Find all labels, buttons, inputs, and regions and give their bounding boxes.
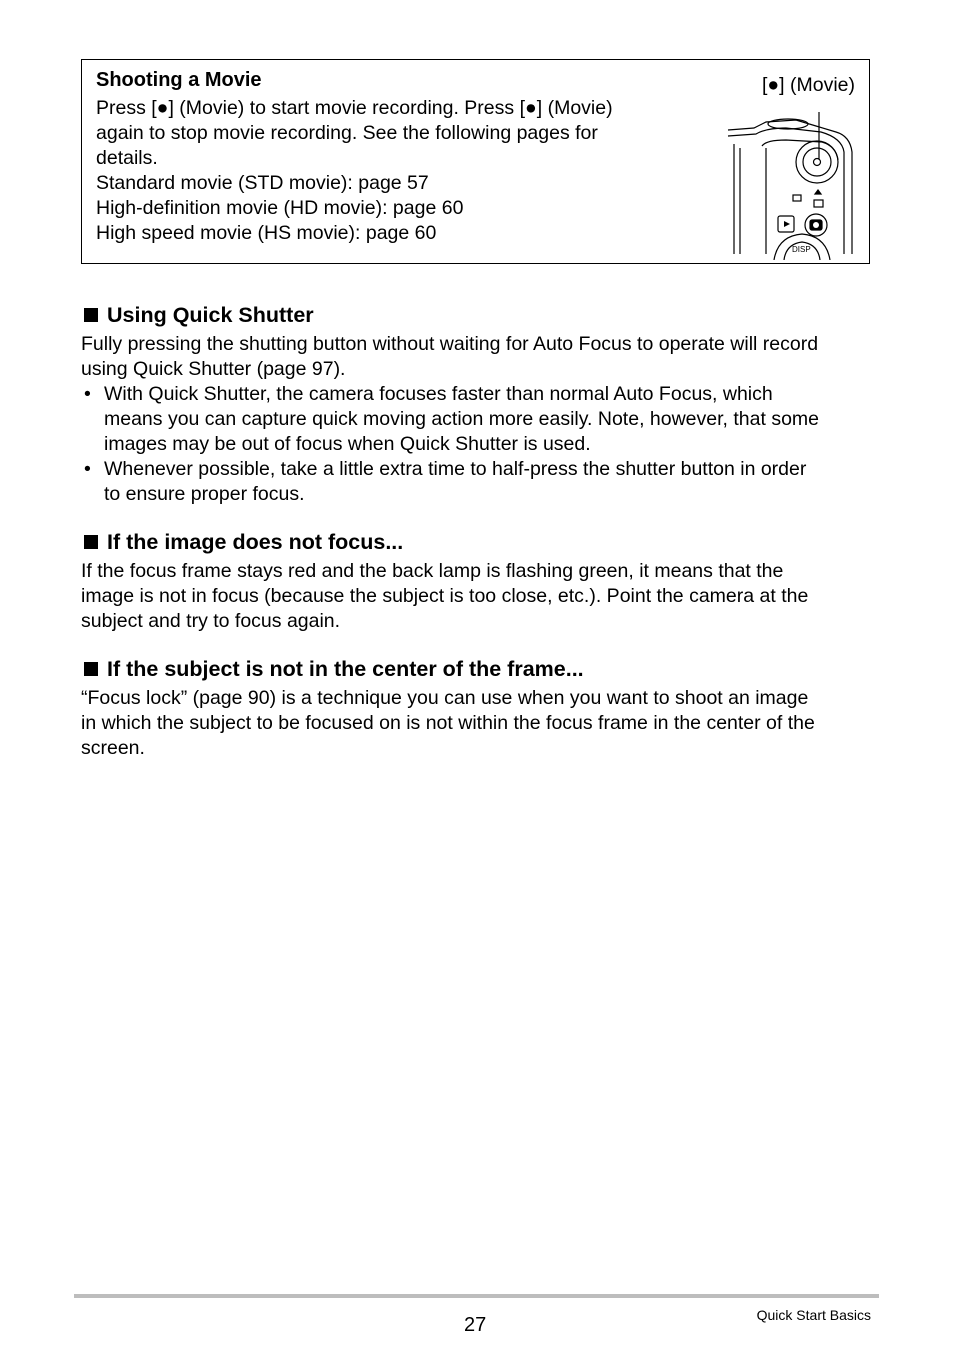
section-heading <box>81 656 871 682</box>
section-image-not-focus <box>81 529 871 634</box>
note-line: again to stop movie recording. See the following pages for <box>96 122 598 144</box>
footer-divider <box>74 1294 879 1298</box>
bullet-line: means you can capture quick moving action more easily. Note, however, that some <box>104 408 819 430</box>
body-line: Fully pressing the shutting button without waiting for Auto Focus to operate will record <box>81 333 819 355</box>
bullet-marker: • <box>84 383 91 405</box>
body-line: subject and try to focus again. <box>81 610 341 632</box>
note-title: Shooting a Movie <box>96 69 262 91</box>
section-quick-shutter <box>81 302 871 507</box>
note-line: Press [●] (Movie) to start movie recording. Press [●] (Movie) <box>96 97 613 119</box>
note-line: High speed movie (HS movie): page 60 <box>96 222 437 244</box>
note-line: details. <box>96 147 158 169</box>
page-number: 27 <box>464 1314 487 1336</box>
square-bullet-icon <box>84 535 98 549</box>
camera-illustration <box>726 112 854 260</box>
section-subject-not-center <box>81 656 871 761</box>
bullet-line: With Quick Shutter, the camera focuses faster than normal Auto Focus, which <box>104 383 773 405</box>
heading-text: If the image does not focus... <box>107 530 404 554</box>
heading-text: If the subject is not in the center of the frame... <box>107 657 584 681</box>
bullet-line: to ensure proper focus. <box>104 483 305 505</box>
heading-text: Using Quick Shutter <box>107 303 314 327</box>
square-bullet-icon <box>84 662 98 676</box>
movie-button-label: [●] (Movie) <box>761 74 855 96</box>
bullet-item <box>81 382 871 457</box>
body-line: using Quick Shutter (page 97). <box>81 358 346 380</box>
section-heading <box>81 529 871 555</box>
body-line: in which the subject to be focused on is not within the focus frame in the center of the <box>81 712 815 734</box>
body-line: If the focus frame stays red and the back lamp is flashing green, it means that the <box>81 560 784 582</box>
body-line: screen. <box>81 737 145 759</box>
note-text <box>96 68 686 246</box>
note-line: High-definition movie (HD movie): page 60 <box>96 197 464 219</box>
section-heading <box>81 302 871 328</box>
camera-disp-label: DISP <box>792 245 811 254</box>
shooting-movie-note-box <box>81 59 870 264</box>
footer-section-name: Quick Start Basics <box>756 1307 871 1323</box>
note-line: Standard movie (STD movie): page 57 <box>96 172 429 194</box>
square-bullet-icon <box>84 308 98 322</box>
bullet-marker: • <box>84 458 91 480</box>
bullet-line: images may be out of focus when Quick Shutter is used. <box>104 433 591 455</box>
bullet-line: Whenever possible, take a little extra time to half-press the shutter button in order <box>104 458 807 480</box>
bullet-list <box>81 382 871 507</box>
bullet-item <box>81 457 871 507</box>
body-line: “Focus lock” (page 90) is a technique you can use when you want to shoot an image <box>81 687 809 709</box>
body-line: image is not in focus (because the subject is too close, etc.). Point the camera at the <box>81 585 809 607</box>
